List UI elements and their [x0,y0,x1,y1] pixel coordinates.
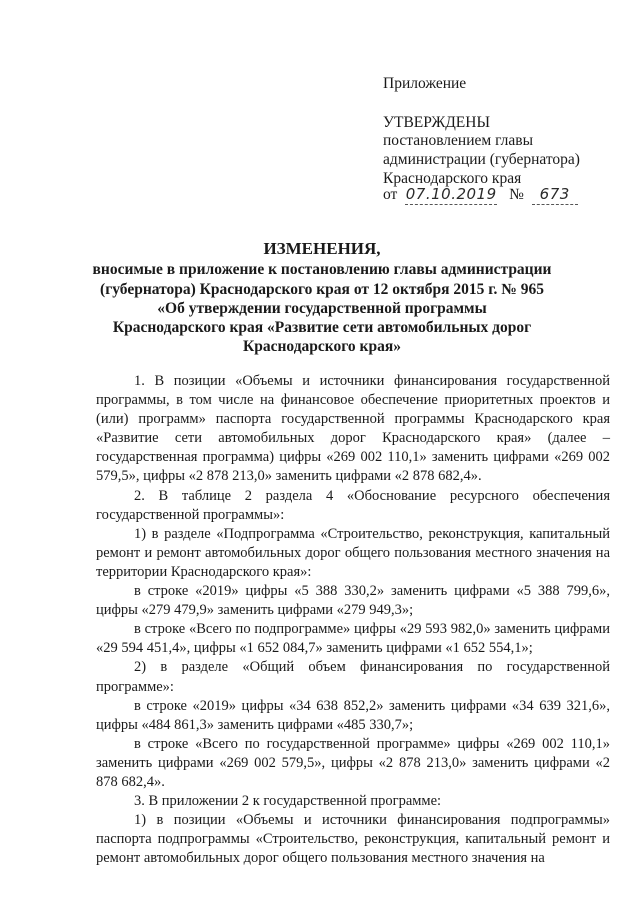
title-line: Краснодарского края «Развитие сети автомобильных дорог [112,319,532,337]
document-title [90,239,554,357]
handwritten-number: 673 [532,185,578,205]
appendix-label: Приложение [383,75,467,92]
from-label: от [383,186,398,203]
title-line: вносимые в приложение к постановлению главы администрации [92,261,552,279]
paragraph: в строке «Всего по подпрограмме» цифры «29 593 982,0» заменить цифрами «29 594 451,4», цифры «1 652 084,7» заменить цифрами «1 652 554,1»; [96,621,610,657]
title-line: Краснодарского края» [242,338,401,356]
paragraph: 1) в позиции «Объемы и источники финансирования подпрограммы» паспорта подпрограммы «Строительство, реконструкция, капитальный ремонт и ремонт автомобильных дорог общего пользования местного значения на [96,812,610,867]
handwritten-date: 07.10.2019 [405,185,497,203]
paragraph: в строке «Всего по государственной программе» цифры «269 002 110,1» заменить цифрами «269 002 579,5», цифры «2 878 213,0» заменить цифрами «2 878 682,4». [96,735,610,790]
approval-line: Краснодарского края [383,170,522,187]
title-line: (губернатора) Краснодарского края от 12 октября 2015 г. № 965 [100,280,544,298]
approved-label: УТВЕРЖДЕНЫ [383,114,490,131]
paragraph: 2) в разделе «Общий объем финансирования по государственной программе»: [96,659,610,695]
document-body [96,372,610,868]
paragraph: 3. В приложении 2 к государственной программе: [134,793,442,810]
paragraph: в строке «2019» цифры «34 638 852,2» заменить цифрами «34 639 321,6», цифры «484 861,3» заменить цифрами «485 330,7»; [96,697,610,733]
paragraph: 2. В таблице 2 раздела 4 «Обоснование ресурсного обеспечения государственной программы»: [96,487,610,523]
title-line: «Об утверждении государственной программы [157,299,487,317]
paragraph: 1) в разделе «Подпрограмма «Строительство, реконструкция, капитальный ремонт и ремонт автомобильных дорог общего пользования местного значения на территории Краснодарского края»: [96,525,610,580]
approval-date-line [383,185,578,205]
paragraph: 1. В позиции «Объемы и источники финансирования государственной программы, в том числе на финансовое обеспечение приоритетных проектов и (или) программ» паспорта государственной программы Краснодарского края «Развитие сети автомобильных дорог Краснодарского края» (далее – государственная программа) цифры «269 002 110,1» заменить цифрами «269 002 579,5», цифры «2 878 213,0» заменить цифрами «2 878 682,4». [96,373,610,485]
paragraph: в строке «2019» цифры «5 388 330,2» заменить цифрами «5 388 799,6», цифры «279 479,9» заменить цифрами «279 949,3»; [96,583,610,619]
approval-line: администрации (губернатора) [383,151,580,168]
number-label: № [509,186,524,203]
title-heading: ИЗМЕНЕНИЯ, [263,239,381,258]
approval-line: постановлением главы [383,132,533,149]
